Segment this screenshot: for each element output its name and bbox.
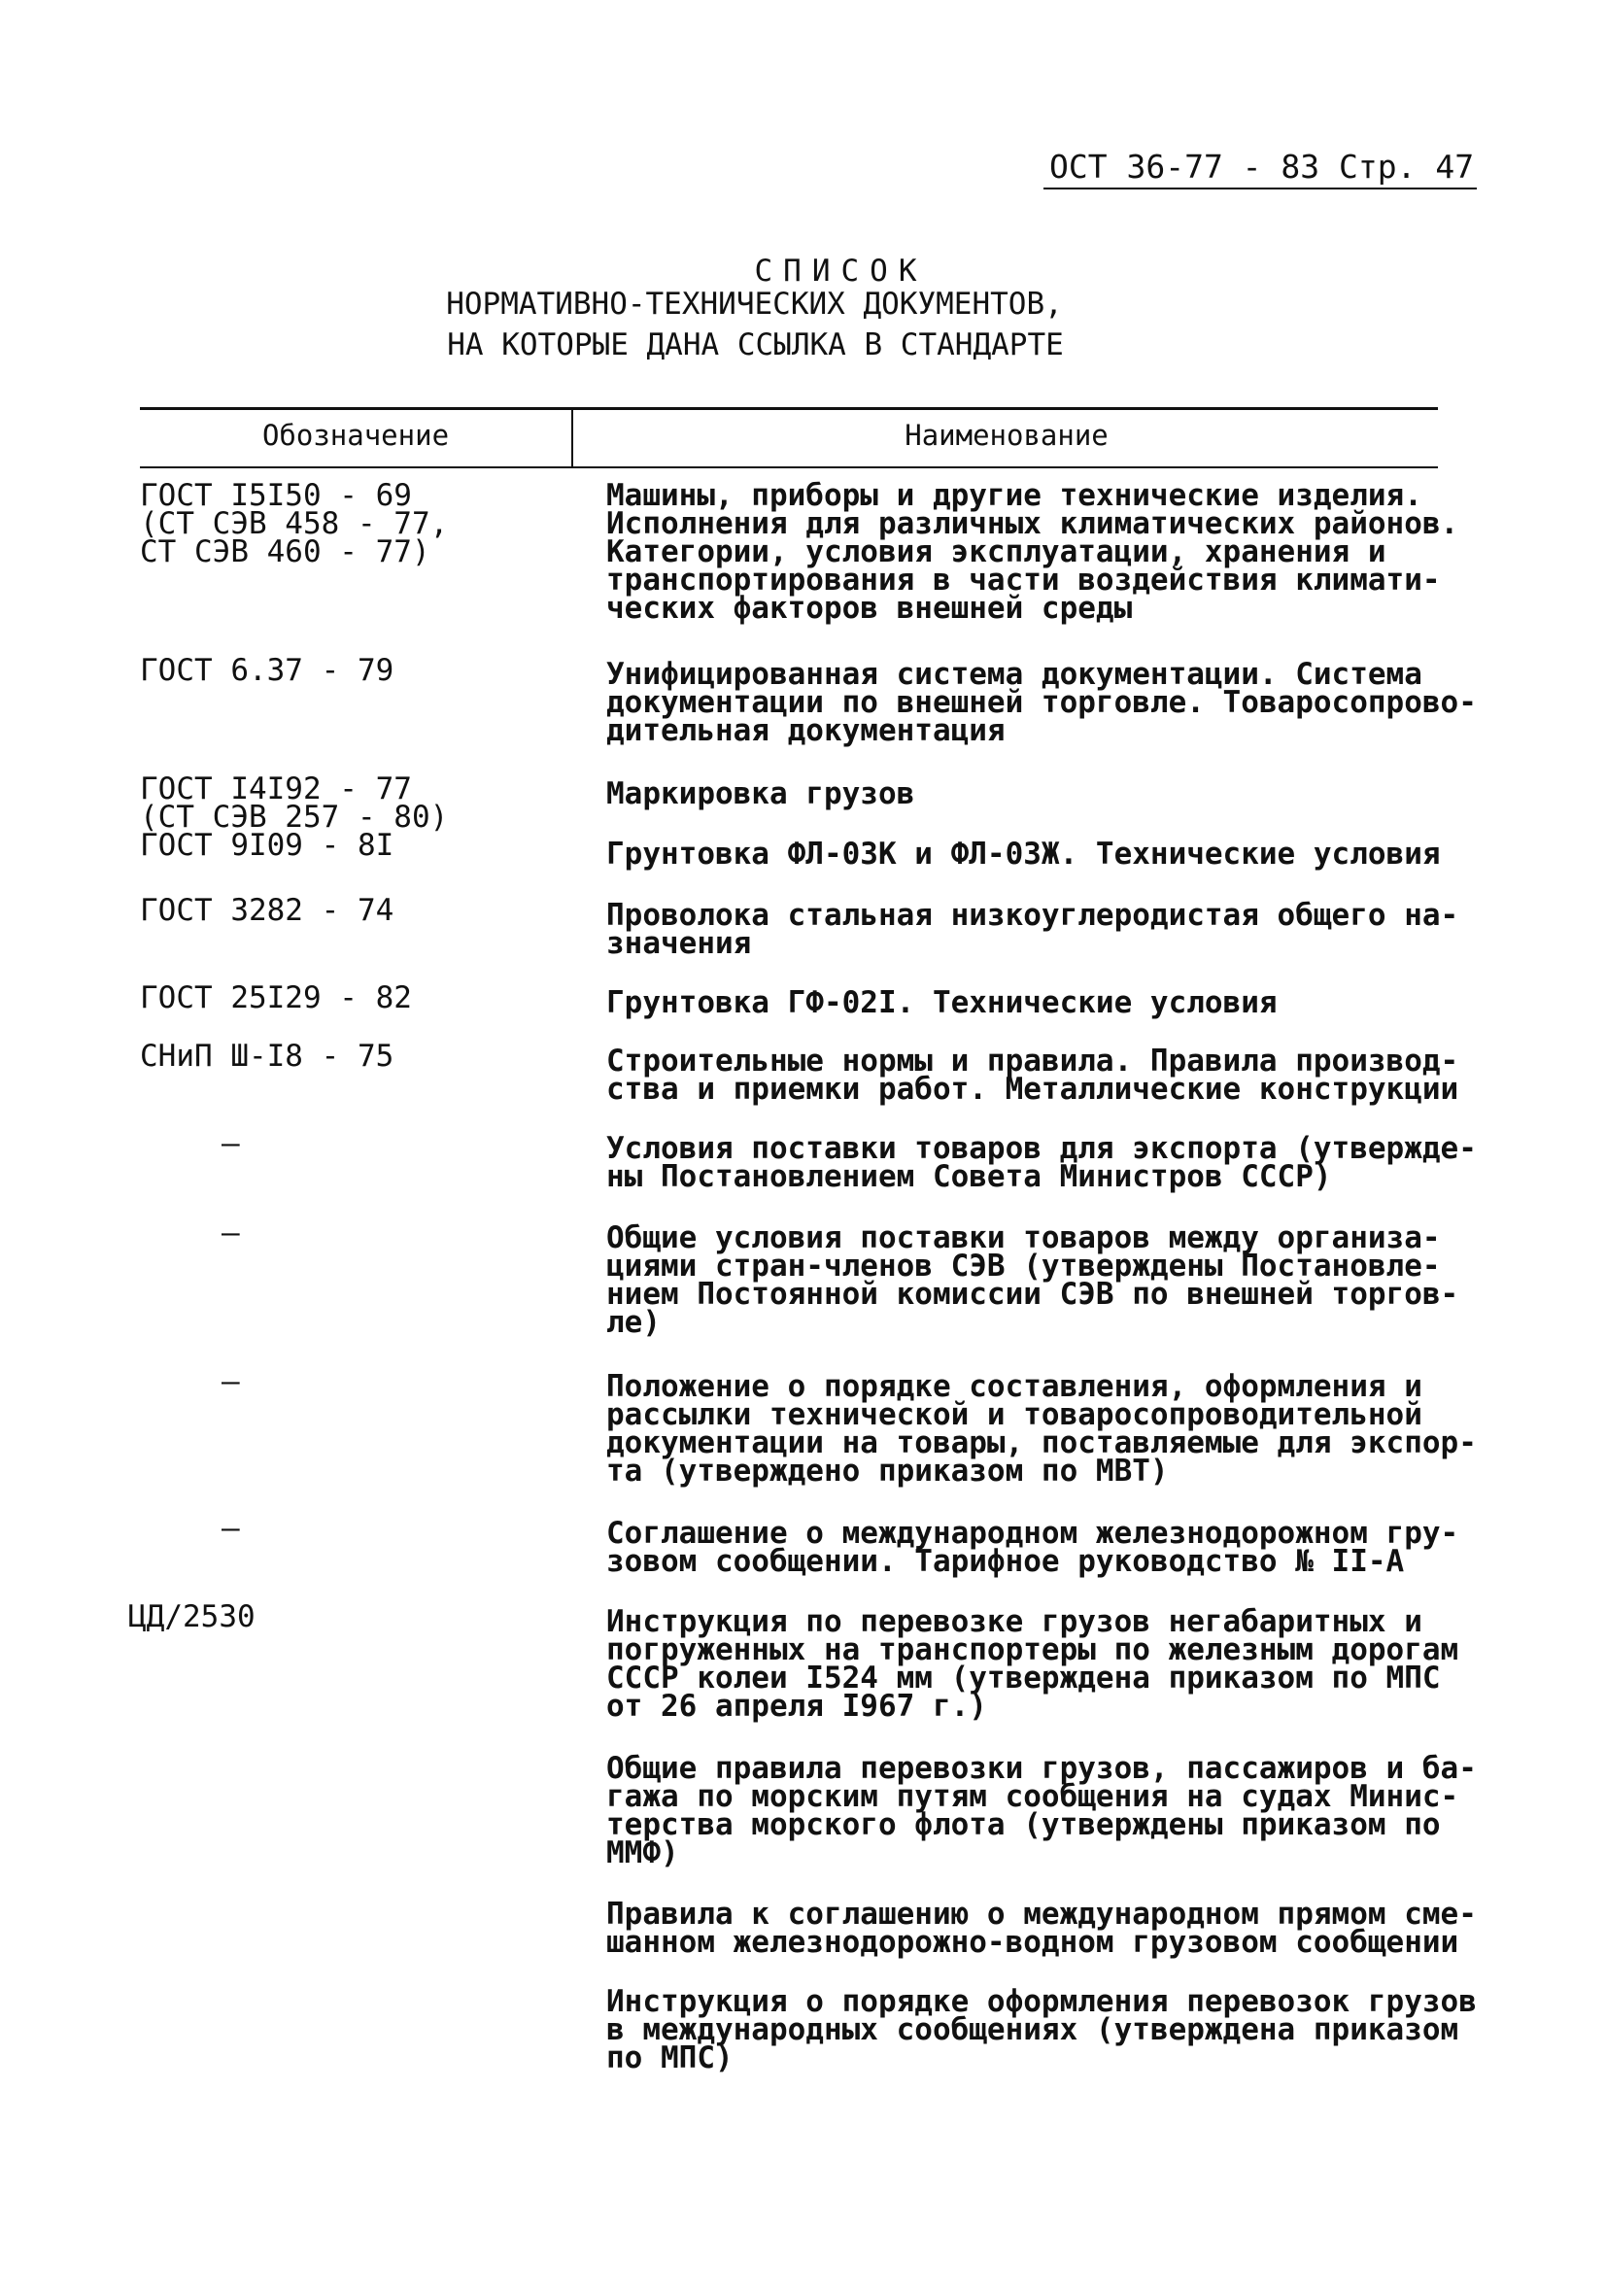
document-reference: ОСТ 36-77 - 83 Стр. 47: [1049, 148, 1475, 186]
row-name: Соглашение о международном железнодорожном гру- зовом сообщении. Тарифное руководство № II-А: [606, 1516, 1459, 1579]
header-column-divider: [571, 409, 573, 467]
column-header-name: Наименование: [905, 419, 1109, 452]
row-name: Строительные нормы и правила. Правила производ- ства и приемки работ. Металлические конструкции: [606, 1044, 1459, 1107]
row-code: ГОСТ 6.37 - 79: [140, 653, 394, 688]
row-code: –: [222, 1126, 240, 1161]
document-title: [0, 255, 1606, 361]
header-underline: [1043, 188, 1477, 189]
row-code: СНиП Ш-I8 - 75: [140, 1039, 394, 1074]
row-name: Унифицированная система документации. Система документации по внешней торговле. Товаросопрово- дительная документация: [606, 657, 1477, 748]
row-name: Проволока стальная низкоуглеродистая общего на- значения: [606, 898, 1459, 961]
row-name: Грунтовка ФЛ-03К и ФЛ-03Ж. Технические условия: [606, 837, 1441, 872]
row-code: ГОСТ I4I92 - 77 (СТ СЭВ 257 - 80): [140, 771, 449, 835]
row-name: Инструкция о порядке оформления перевозок грузов в международных сообщениях (утверждена приказом по МПС): [606, 1984, 1477, 2075]
row-name: Общие правила перевозки грузов, пассажиров и ба- гажа по морским путям сообщения на судах Минис- терства морского флота (утверждены приказом по ММФ): [606, 1751, 1477, 1870]
table-top-rule: [140, 407, 1438, 410]
row-code: ЦД/2530: [128, 1599, 256, 1634]
row-code: ГОСТ 3282 - 74: [140, 893, 394, 928]
row-name: Общие условия поставки товаров между организа- циями стран-членов СЭВ (утверждены Постановле- нием Постоянной комиссии СЭВ по внешней торгов- ле): [606, 1220, 1459, 1340]
row-name: Машины, приборы и другие технические изделия. Исполнения для различных климатических районов. Категории, условия эксплуатации, хранения и транспортирования в части воздействия климати- ческих факторов внешней среды: [606, 478, 1459, 626]
row-code: –: [222, 1364, 240, 1399]
row-code: ГОСТ I5I50 - 69 (СТ СЭВ 458 - 77, СТ СЭВ 460 - 77): [140, 478, 449, 569]
row-name: Положение о порядке составления, оформления и рассылки технической и товаросопроводительной документации на товары, поставляемые для экспор- та (утверждено приказом по МВТ): [606, 1369, 1477, 1489]
title-line-3: НА КОТОРЫЕ ДАНА ССЫЛКА В СТАНДАРТЕ: [447, 327, 1064, 362]
title-line-1: СПИСОК: [754, 254, 928, 289]
row-name: Грунтовка ГФ-02I. Технические условия: [606, 985, 1278, 1020]
row-code: ГОСТ 9I09 - 8I: [140, 828, 394, 863]
row-code: –: [222, 1216, 240, 1251]
table-header-rule: [140, 466, 1438, 468]
row-name: Инструкция по перевозке грузов негабаритных и погруженных на транспортеры по железным дорогам СССР колеи I524 мм (утверждена приказом по МПС от 26 апреля I967 г.): [606, 1604, 1459, 1724]
title-line-2: НОРМАТИВНО-ТЕХНИЧЕСКИХ ДОКУМЕНТОВ,: [446, 287, 1063, 322]
column-header-code: Обозначение: [261, 419, 450, 452]
row-code: –: [222, 1511, 240, 1546]
row-code: ГОСТ 25I29 - 82: [140, 980, 412, 1015]
row-name: Условия поставки товаров для экспорта (утвержде- ны Постановлением Совета Министров СССР): [606, 1131, 1477, 1194]
row-name: Правила к соглашению о международном прямом сме- шанном железнодорожно-водном грузовом сообщении: [606, 1897, 1477, 1960]
row-name: Маркировка грузов: [606, 776, 915, 811]
